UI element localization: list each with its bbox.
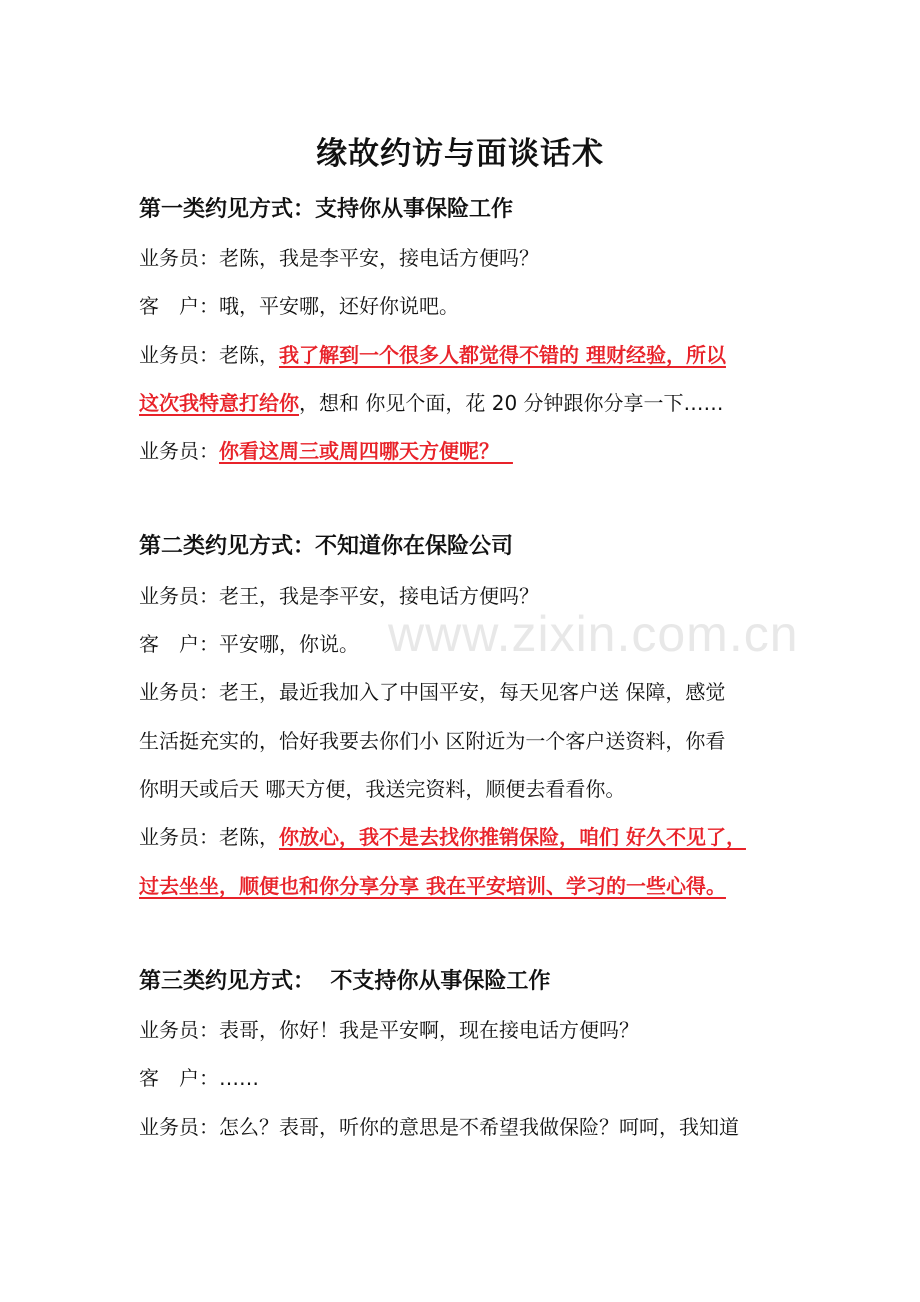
dialogue-text: ……: [219, 1066, 259, 1090]
dialogue-text: 表哥，你好！我是平安啊，现在接电话方便吗？: [219, 1018, 639, 1042]
dialogue-text: 老王，最近我加入了中国平安，每天见客户送 保障，感觉: [219, 680, 726, 704]
dialogue-line: [139, 341, 726, 369]
dialogue-line: [139, 1113, 739, 1141]
emphasis-text: 我了解到一个很多人都觉得不错的 理财经验，所以: [279, 343, 726, 367]
speaker-label: 业务员：: [139, 246, 219, 270]
speaker-label: 业务员：: [139, 680, 219, 704]
dialogue-line: [139, 389, 724, 417]
dialogue-line: [139, 244, 539, 272]
dialogue-text: 老陈，: [219, 825, 279, 849]
dialogue-line: [139, 292, 459, 320]
speaker-label: 业务员：: [139, 825, 219, 849]
document-title: 缘故约访与面谈话术: [316, 136, 604, 172]
dialogue-text: 生活挺充实的，恰好我要去你们小 区附近为一个客户送资料，你看: [139, 729, 726, 753]
dialogue-text: 哦，平安哪，还好你说吧。: [219, 294, 459, 318]
dialogue-line: [139, 437, 513, 465]
dialogue-line: [139, 630, 359, 658]
dialogue-line: [139, 1016, 639, 1044]
speaker-label: 业务员：: [139, 584, 219, 608]
dialogue-text: 老陈，: [219, 343, 279, 367]
speaker-label: 客 户：: [139, 632, 219, 656]
dialogue-text: 老王，我是李平安，接电话方便吗？: [219, 584, 539, 608]
emphasis-text: 你看这周三或周四哪天方便呢？: [219, 439, 513, 463]
speaker-label: 业务员：: [139, 1115, 219, 1139]
speaker-label: 业务员：: [139, 1018, 219, 1042]
section-1-heading: 第一类约见方式：支持你从事保险工作: [139, 197, 514, 222]
dialogue-line: [139, 678, 725, 706]
section-3-heading: 第三类约见方式： 不支持你从事保险工作: [139, 969, 551, 994]
speaker-label: 业务员：: [139, 343, 219, 367]
dialogue-text: 老陈，我是李平安，接电话方便吗？: [219, 246, 539, 270]
emphasis-text: 过去坐坐，顺便也和你分享分享 我在平安培训、学习的一些心得。: [139, 874, 726, 898]
speaker-label: 业务员：: [139, 439, 219, 463]
dialogue-line: [139, 823, 746, 851]
dialogue-text: 怎么？表哥，听你的意思是不希望我做保险？呵呵，我知道: [219, 1115, 739, 1139]
dialogue-line: [139, 872, 726, 900]
dialogue-line: [139, 775, 625, 803]
dialogue-text: 平安哪，你说。: [219, 632, 359, 656]
emphasis-text: 你放心，我不是去找你推销保险，咱们 好久不见了，: [279, 825, 746, 849]
dialogue-line: [139, 1064, 259, 1092]
speaker-label: 客 户：: [139, 294, 219, 318]
dialogue-text: 你明天或后天 哪天方便，我送完资料，顺便去看看你。: [139, 777, 626, 801]
dialogue-text: ，想和 你见个面，花 20 分钟跟你分享一下……: [299, 391, 724, 415]
emphasis-text: 这次我特意打给你: [139, 391, 299, 415]
watermark: www.zixin.com.cn: [388, 606, 799, 662]
dialogue-line: [139, 727, 725, 755]
section-2-heading: 第二类约见方式：不知道你在保险公司: [139, 534, 514, 559]
speaker-label: 客 户：: [139, 1066, 219, 1090]
